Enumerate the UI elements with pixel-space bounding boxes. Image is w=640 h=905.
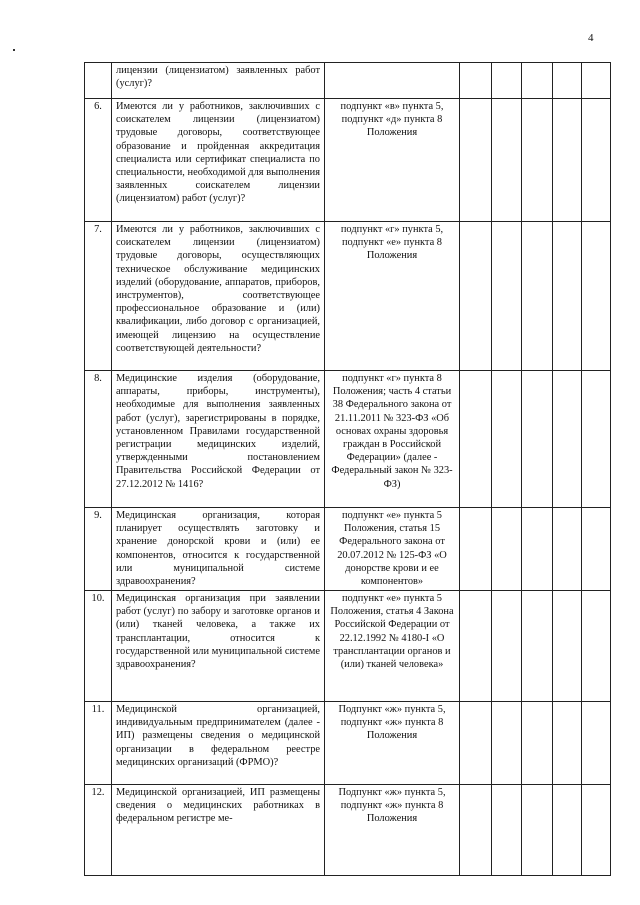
answer-cell	[522, 591, 553, 702]
row-number: 12.	[85, 785, 112, 876]
requirement-cell: подпункт «г» пункта 5, подпункт «е» пункта 8 Положения	[325, 222, 460, 371]
answer-cell	[553, 785, 582, 876]
requirement-cell: подпункт «г» пункта 8 Положения; часть 4 статьи 38 Федерального закона от 21.11.2011 № 323-ФЗ «Об основах охраны здоровья граждан в Российской Федерации» (далее - Федеральный закон № 323-ФЗ)	[325, 371, 460, 508]
table-row	[85, 371, 611, 508]
answer-cell	[582, 99, 611, 222]
answer-cell	[522, 785, 553, 876]
answer-cell	[522, 371, 553, 508]
row-number: 8.	[85, 371, 112, 508]
answer-cell	[582, 63, 611, 99]
answer-cell	[492, 63, 522, 99]
table-row	[85, 702, 611, 785]
row-number	[85, 63, 112, 99]
question-cell: Медицинские изделия (оборудование, аппараты, приборы, инструменты), необходимые для выполнения заявленных работ (услуг), зарегистрированы в порядке, установленном Правилами государственной регистрации медицинских изделий, утвержденными постановлением Правительства Российской Федерации от 27.12.2012 № 1416?	[112, 371, 325, 508]
answer-cell	[582, 591, 611, 702]
answer-cell	[492, 222, 522, 371]
answer-cell	[492, 591, 522, 702]
answer-cell	[582, 785, 611, 876]
table-row	[85, 63, 611, 99]
question-cell: Медицинской организацией, ИП размещены сведения о медицинских работниках в федеральном регистре ме-	[112, 785, 325, 876]
answer-cell	[582, 508, 611, 591]
page-number: 4	[588, 32, 594, 44]
question-cell: Имеются ли у работников, заключивших с соискателем лицензии (лицензиатом) трудовые договоры, осуществляющих техническое обслуживание медицинских изделий (оборудование, аппаратов, приборов, инструментов), соответствующее профессиональное образование и (или) квалификации, либо договор с организацией, имеющей лицензию на осуществление соответствующей деятельности?	[112, 222, 325, 371]
answer-cell	[460, 508, 492, 591]
question-cell: лицензии (лицензиатом) заявленных работ (услуг)?	[112, 63, 325, 99]
answer-cell	[460, 702, 492, 785]
answer-cell	[522, 702, 553, 785]
answer-cell	[460, 591, 492, 702]
requirement-cell: Подпункт «ж» пункта 5, подпункт «ж» пункта 8 Положения	[325, 785, 460, 876]
answer-cell	[492, 508, 522, 591]
answer-cell	[492, 99, 522, 222]
answer-cell	[553, 222, 582, 371]
requirement-cell: подпункт «е» пункта 5 Положения, статья 4 Закона Российской Федерации от 22.12.1992 № 4180-I «О трансплантации органов и (или) тканей человека»	[325, 591, 460, 702]
table-row	[85, 591, 611, 702]
answer-cell	[522, 222, 553, 371]
answer-cell	[582, 371, 611, 508]
requirement-cell: подпункт «е» пункта 5 Положения, статья 15 Федерального закона от 20.07.2012 № 125-ФЗ «О донорстве крови и ее компонентов»	[325, 508, 460, 591]
row-number: 10.	[85, 591, 112, 702]
question-cell: Медицинская организация при заявлении работ (услуг) по забору и заготовке органов и (или) тканей человека, а также их трансплантации, относится к государственной или муниципальной системе здравоохранения?	[112, 591, 325, 702]
answer-cell	[492, 785, 522, 876]
question-cell: Имеются ли у работников, заключивших с соискателем лицензии (лицензиатом) трудовые договоры, соответствующее образование и пройденная аккредитация специалиста или сертификат специалиста по специальности, необходимой для выполнения заявленных соискателем лицензии (лицензиатом) работ (услуг)?	[112, 99, 325, 222]
answer-cell	[553, 371, 582, 508]
requirement-cell	[325, 63, 460, 99]
answer-cell	[522, 99, 553, 222]
answer-cell	[553, 702, 582, 785]
scan-speck	[13, 49, 15, 51]
row-number: 11.	[85, 702, 112, 785]
answer-cell	[553, 99, 582, 222]
answer-cell	[460, 222, 492, 371]
table-row	[85, 508, 611, 591]
answer-cell	[522, 508, 553, 591]
row-number: 7.	[85, 222, 112, 371]
table-row	[85, 99, 611, 222]
answer-cell	[522, 63, 553, 99]
answer-cell	[582, 702, 611, 785]
checklist-table	[84, 62, 611, 876]
table-row	[85, 785, 611, 876]
answer-cell	[460, 63, 492, 99]
answer-cell	[460, 785, 492, 876]
answer-cell	[492, 702, 522, 785]
answer-cell	[553, 591, 582, 702]
answer-cell	[553, 63, 582, 99]
requirement-cell: подпункт «в» пункта 5, подпункт «д» пункта 8 Положения	[325, 99, 460, 222]
answer-cell	[492, 371, 522, 508]
question-cell: Медицинской организацией, индивидуальным предпринимателем (далее - ИП) размещены сведения о медицинской организации в федеральном реестре медицинских организаций (ФРМО)?	[112, 702, 325, 785]
requirement-cell: Подпункт «ж» пункта 5, подпункт «ж» пункта 8 Положения	[325, 702, 460, 785]
answer-cell	[460, 99, 492, 222]
row-number: 6.	[85, 99, 112, 222]
question-cell: Медицинская организация, которая планирует осуществлять заготовку и хранение донорской крови и (или) ее компонентов, относится к государственной или муниципальной системе здравоохранения?	[112, 508, 325, 591]
answer-cell	[553, 508, 582, 591]
answer-cell	[582, 222, 611, 371]
row-number: 9.	[85, 508, 112, 591]
answer-cell	[460, 371, 492, 508]
table-row	[85, 222, 611, 371]
